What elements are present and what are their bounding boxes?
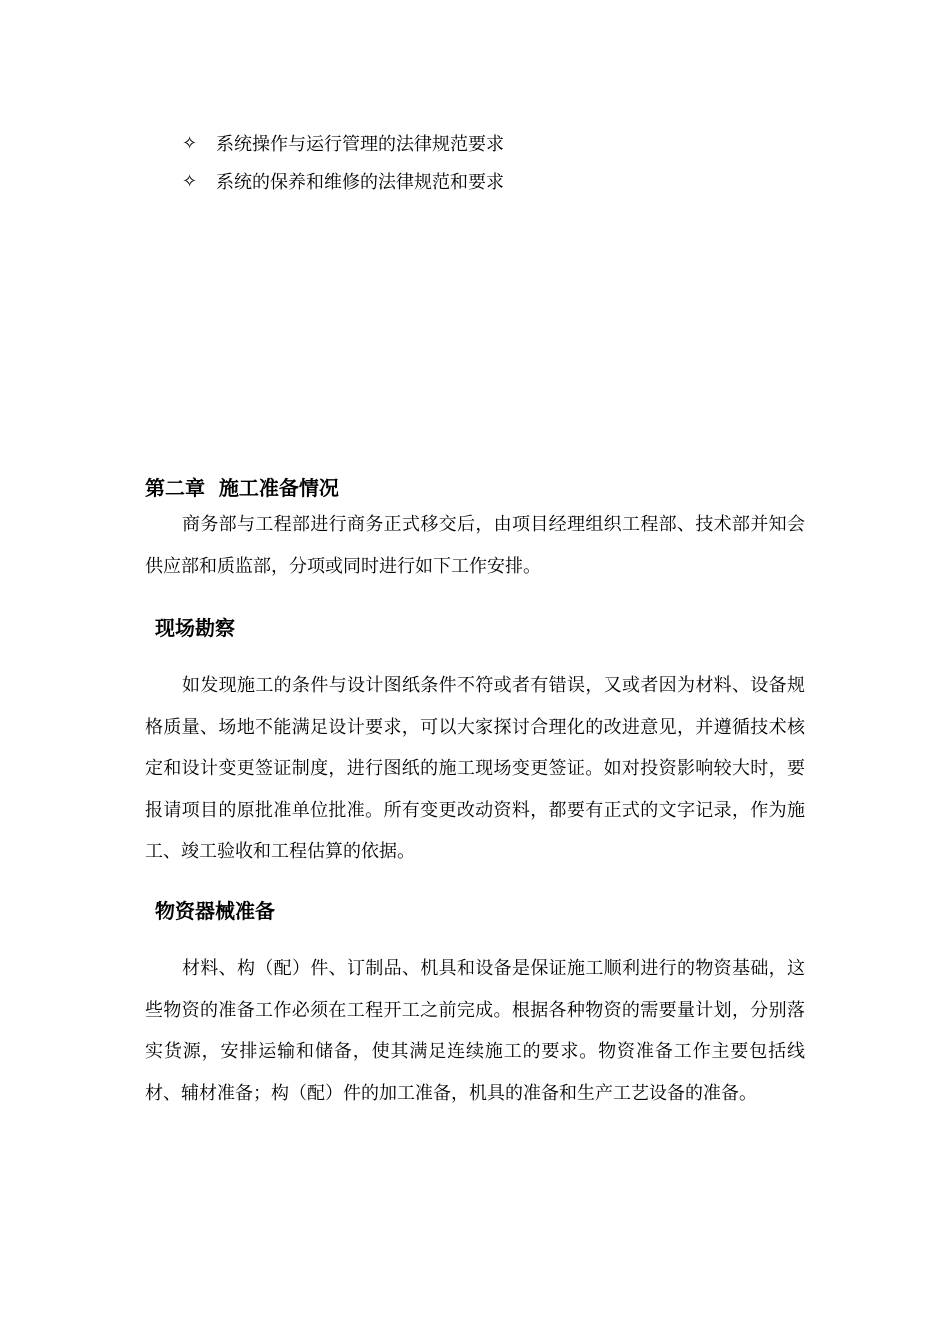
section-title-site-survey: 现场勘察 [155,616,235,640]
requirements-list [182,124,504,200]
site-survey-paragraph: 如发现施工的条件与设计图纸条件不符或者有错误，又或者因为材料、设备规格质量、场地不能满足设计要求，可以大家探讨合理化的改进意见，并遵循技术核定和设计变更签证制度，进行图纸的施工现场变更签证。如对投资影响较大时，要报请项目的原批准单位批准。所有变更改动资料，都要有正式的文字记录，作为施工、竣工验收和工程估算的依据。 [145,675,805,862]
section-title-materials: 物资器械准备 [155,899,275,923]
chapter-intro-paragraph: 商务部与工程部进行商务正式移交后，由项目经理组织工程部、技术部并知会供应部和质监部，分项或同时进行如下工作安排。 [145,514,805,577]
list-item [182,124,504,162]
diamond-star-icon: ✧ [182,170,198,192]
diamond-star-icon: ✧ [182,132,198,154]
chapter-title: 第二章 施工准备情况 [145,476,339,500]
list-item [182,162,504,200]
list-item-text: 系统的保养和维修的法律规范和要求 [216,172,504,193]
materials-paragraph: 材料、构（配）件、订制品、机具和设备是保证施工顺利进行的物资基础，这些物资的准备工作必须在工程开工之前完成。根据各种物资的需要量计划，分别落实货源，安排运输和储备，使其满足连续施工的要求。物资准备工作主要包括线材、辅材准备；构（配）件的加工准备，机具的准备和生产工艺设备的准备。 [145,958,805,1104]
list-item-text: 系统操作与运行管理的法律规范要求 [216,134,504,155]
